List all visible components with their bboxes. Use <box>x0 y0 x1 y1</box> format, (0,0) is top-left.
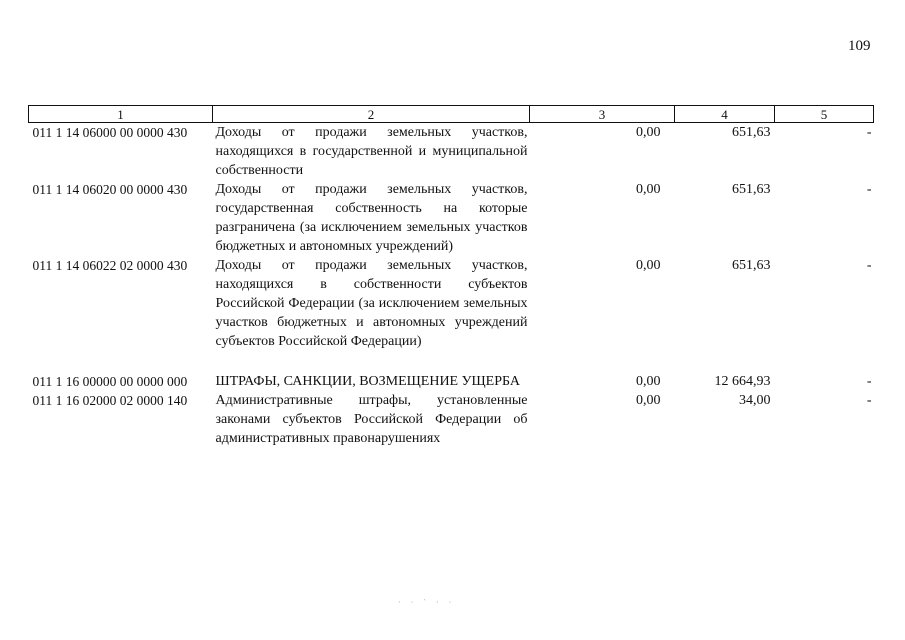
row-code: 011 1 14 06020 00 0000 430 <box>32 182 188 197</box>
table-row <box>29 372 874 391</box>
row-code: 011 1 14 06022 02 0000 430 <box>32 258 188 273</box>
table-row <box>29 123 874 181</box>
row-col4: 651,63 <box>732 182 771 197</box>
row-col5: - <box>866 393 872 408</box>
header-col-5: 5 <box>775 106 874 123</box>
row-name: Доходы от продажи земельных участков, находящихся в государственной и муниципальной собственности <box>215 125 528 178</box>
page-number: 109 <box>848 38 871 54</box>
row-col3: 0,00 <box>636 374 661 389</box>
scan-artifact: · · ˋ · · <box>398 598 456 607</box>
row-col3: 0,00 <box>636 125 661 140</box>
row-name: Доходы от продажи земельных участков, государственная собственность на которые разграничена (за исключением земельных участков бюджетных и автономных учреждений) <box>215 182 528 254</box>
row-spacer <box>29 351 874 372</box>
row-col5: - <box>866 258 872 273</box>
row-col5: - <box>866 125 872 140</box>
row-col4: 651,63 <box>732 258 771 273</box>
row-col3: 0,00 <box>636 182 661 197</box>
row-col4: 12 664,93 <box>714 374 771 389</box>
table-header-row <box>29 106 874 123</box>
row-col3: 0,00 <box>636 393 661 408</box>
header-col-2: 2 <box>213 106 530 123</box>
budget-table <box>28 105 874 448</box>
row-col5: - <box>866 374 872 389</box>
row-name: Административные штрафы, установленные законами субъектов Российской Федерации об административных правонарушениях <box>215 393 528 446</box>
row-name: Доходы от продажи земельных участков, находящихся в собственности субъектов Российской Федерации (за исключением земельных участков бюджетных и автономных учреждений субъектов Российской Федерации) <box>215 258 528 349</box>
row-col3: 0,00 <box>636 258 661 273</box>
row-col5: - <box>866 182 872 197</box>
header-col-3: 3 <box>530 106 675 123</box>
row-name: ШТРАФЫ, САНКЦИИ, ВОЗМЕЩЕНИЕ УЩЕРБА <box>215 374 520 389</box>
row-col4: 34,00 <box>739 393 771 408</box>
row-code: 011 1 16 00000 00 0000 000 <box>32 374 188 389</box>
table-row <box>29 391 874 448</box>
table-row <box>29 180 874 256</box>
header-col-1: 1 <box>29 106 213 123</box>
row-code: 011 1 14 06000 00 0000 430 <box>32 125 188 140</box>
row-col4: 651,63 <box>732 125 771 140</box>
header-col-4: 4 <box>675 106 775 123</box>
row-code: 011 1 16 02000 02 0000 140 <box>32 393 188 408</box>
table-row <box>29 256 874 351</box>
